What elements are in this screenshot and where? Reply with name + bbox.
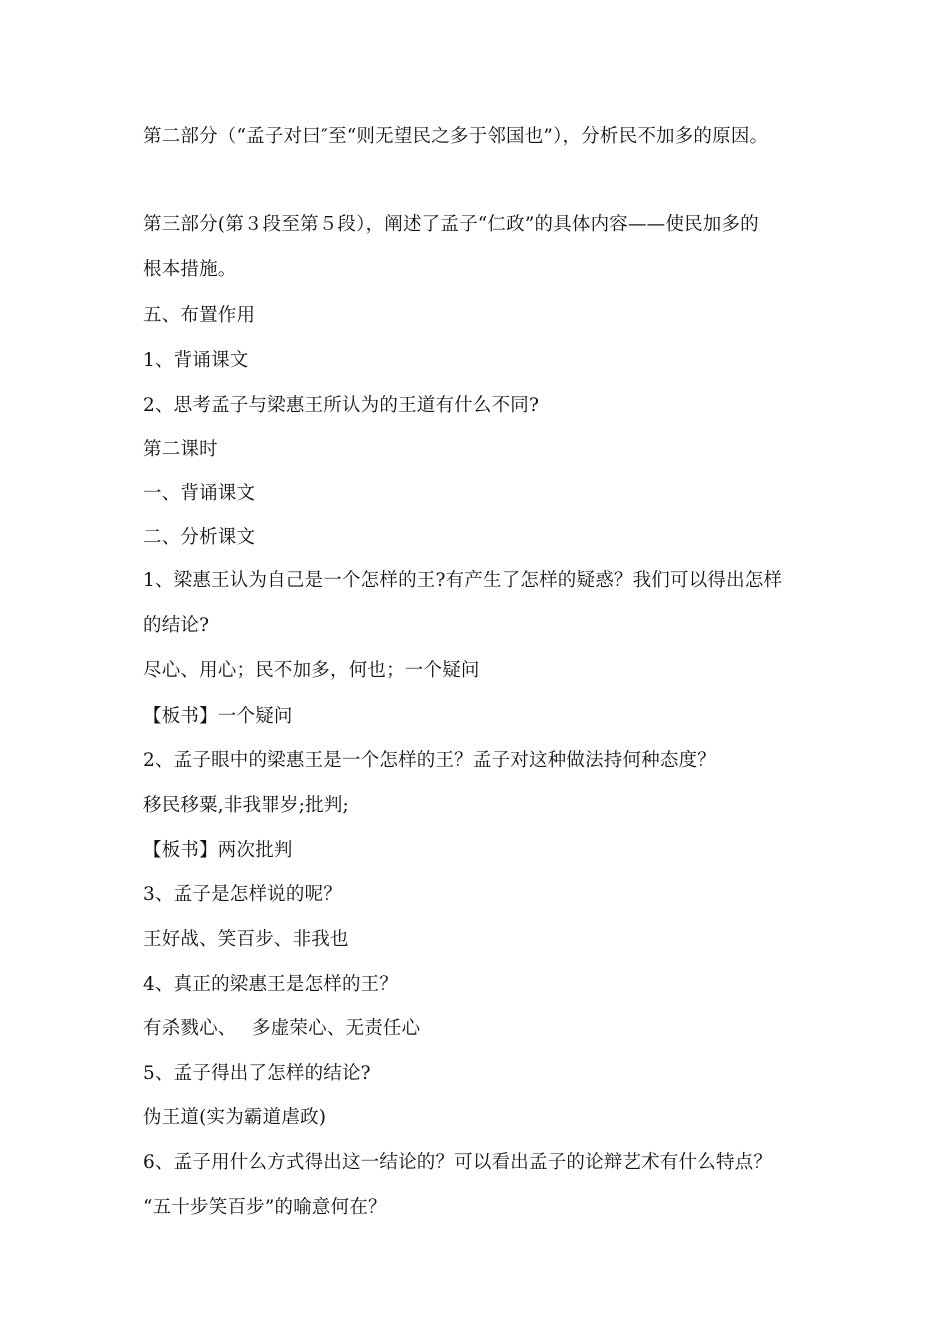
question-3: 3、孟子是怎样说的呢？ <box>143 884 342 905</box>
answer-5: 伪王道(实为霸道虐政) <box>143 1107 327 1128</box>
question-5: 5、孟子得出了怎样的结论? <box>143 1063 371 1084</box>
assignment-item-2: 2、思考孟子与梁惠王所认为的王道有什么不同? <box>143 395 540 416</box>
paragraph-part-three-cont: 根本措施。 <box>143 259 237 280</box>
answer-2: 移民移粟,非我罪岁;批判; <box>143 795 349 816</box>
heading-second-lesson: 第二课时 <box>143 439 218 460</box>
question-6: 6、孟子用什么方式得出这一结论的？可以看出孟子的论辩艺术有什么特点？ <box>143 1152 773 1173</box>
question-1: 1、梁惠王认为自己是一个怎样的王?有产生了怎样的疑惑？我们可以得出怎样 <box>143 570 783 591</box>
question-1-cont: 的结论? <box>143 615 210 636</box>
heading-assignment: 五、布置作用 <box>143 305 256 326</box>
question-6-cont: “五十步笑百步”的喻意何在？ <box>143 1197 387 1218</box>
section-recite: 一、背诵课文 <box>143 483 256 504</box>
paragraph-part-three: 第三部分(第３段至第５段），阐述了孟子“仁政”的具体内容——使民加多的 <box>143 214 759 235</box>
answer-4: 有杀戮心、 多虚荣心、无责任心 <box>143 1018 421 1039</box>
board-note-1: 【板书】一个疑问 <box>143 706 293 727</box>
section-analyze: 二、分析课文 <box>143 527 256 548</box>
board-note-2: 【板书】两次批判 <box>143 840 293 861</box>
question-4: 4、真正的梁惠王是怎样的王？ <box>143 974 399 995</box>
question-2: 2、孟子眼中的梁惠王是一个怎样的王？孟子对这种做法持何种态度？ <box>143 750 716 771</box>
answer-3: 王好战、笑百步、非我也 <box>143 929 349 950</box>
paragraph-part-two: 第二部分（“孟子对曰″至“则无望民之多于邻国也”），分析民不加多的原因。 <box>143 126 769 147</box>
assignment-item-1: 1、背诵课文 <box>143 350 249 371</box>
answer-1: 尽心、用心；民不加多，何也；一个疑问 <box>143 660 480 681</box>
